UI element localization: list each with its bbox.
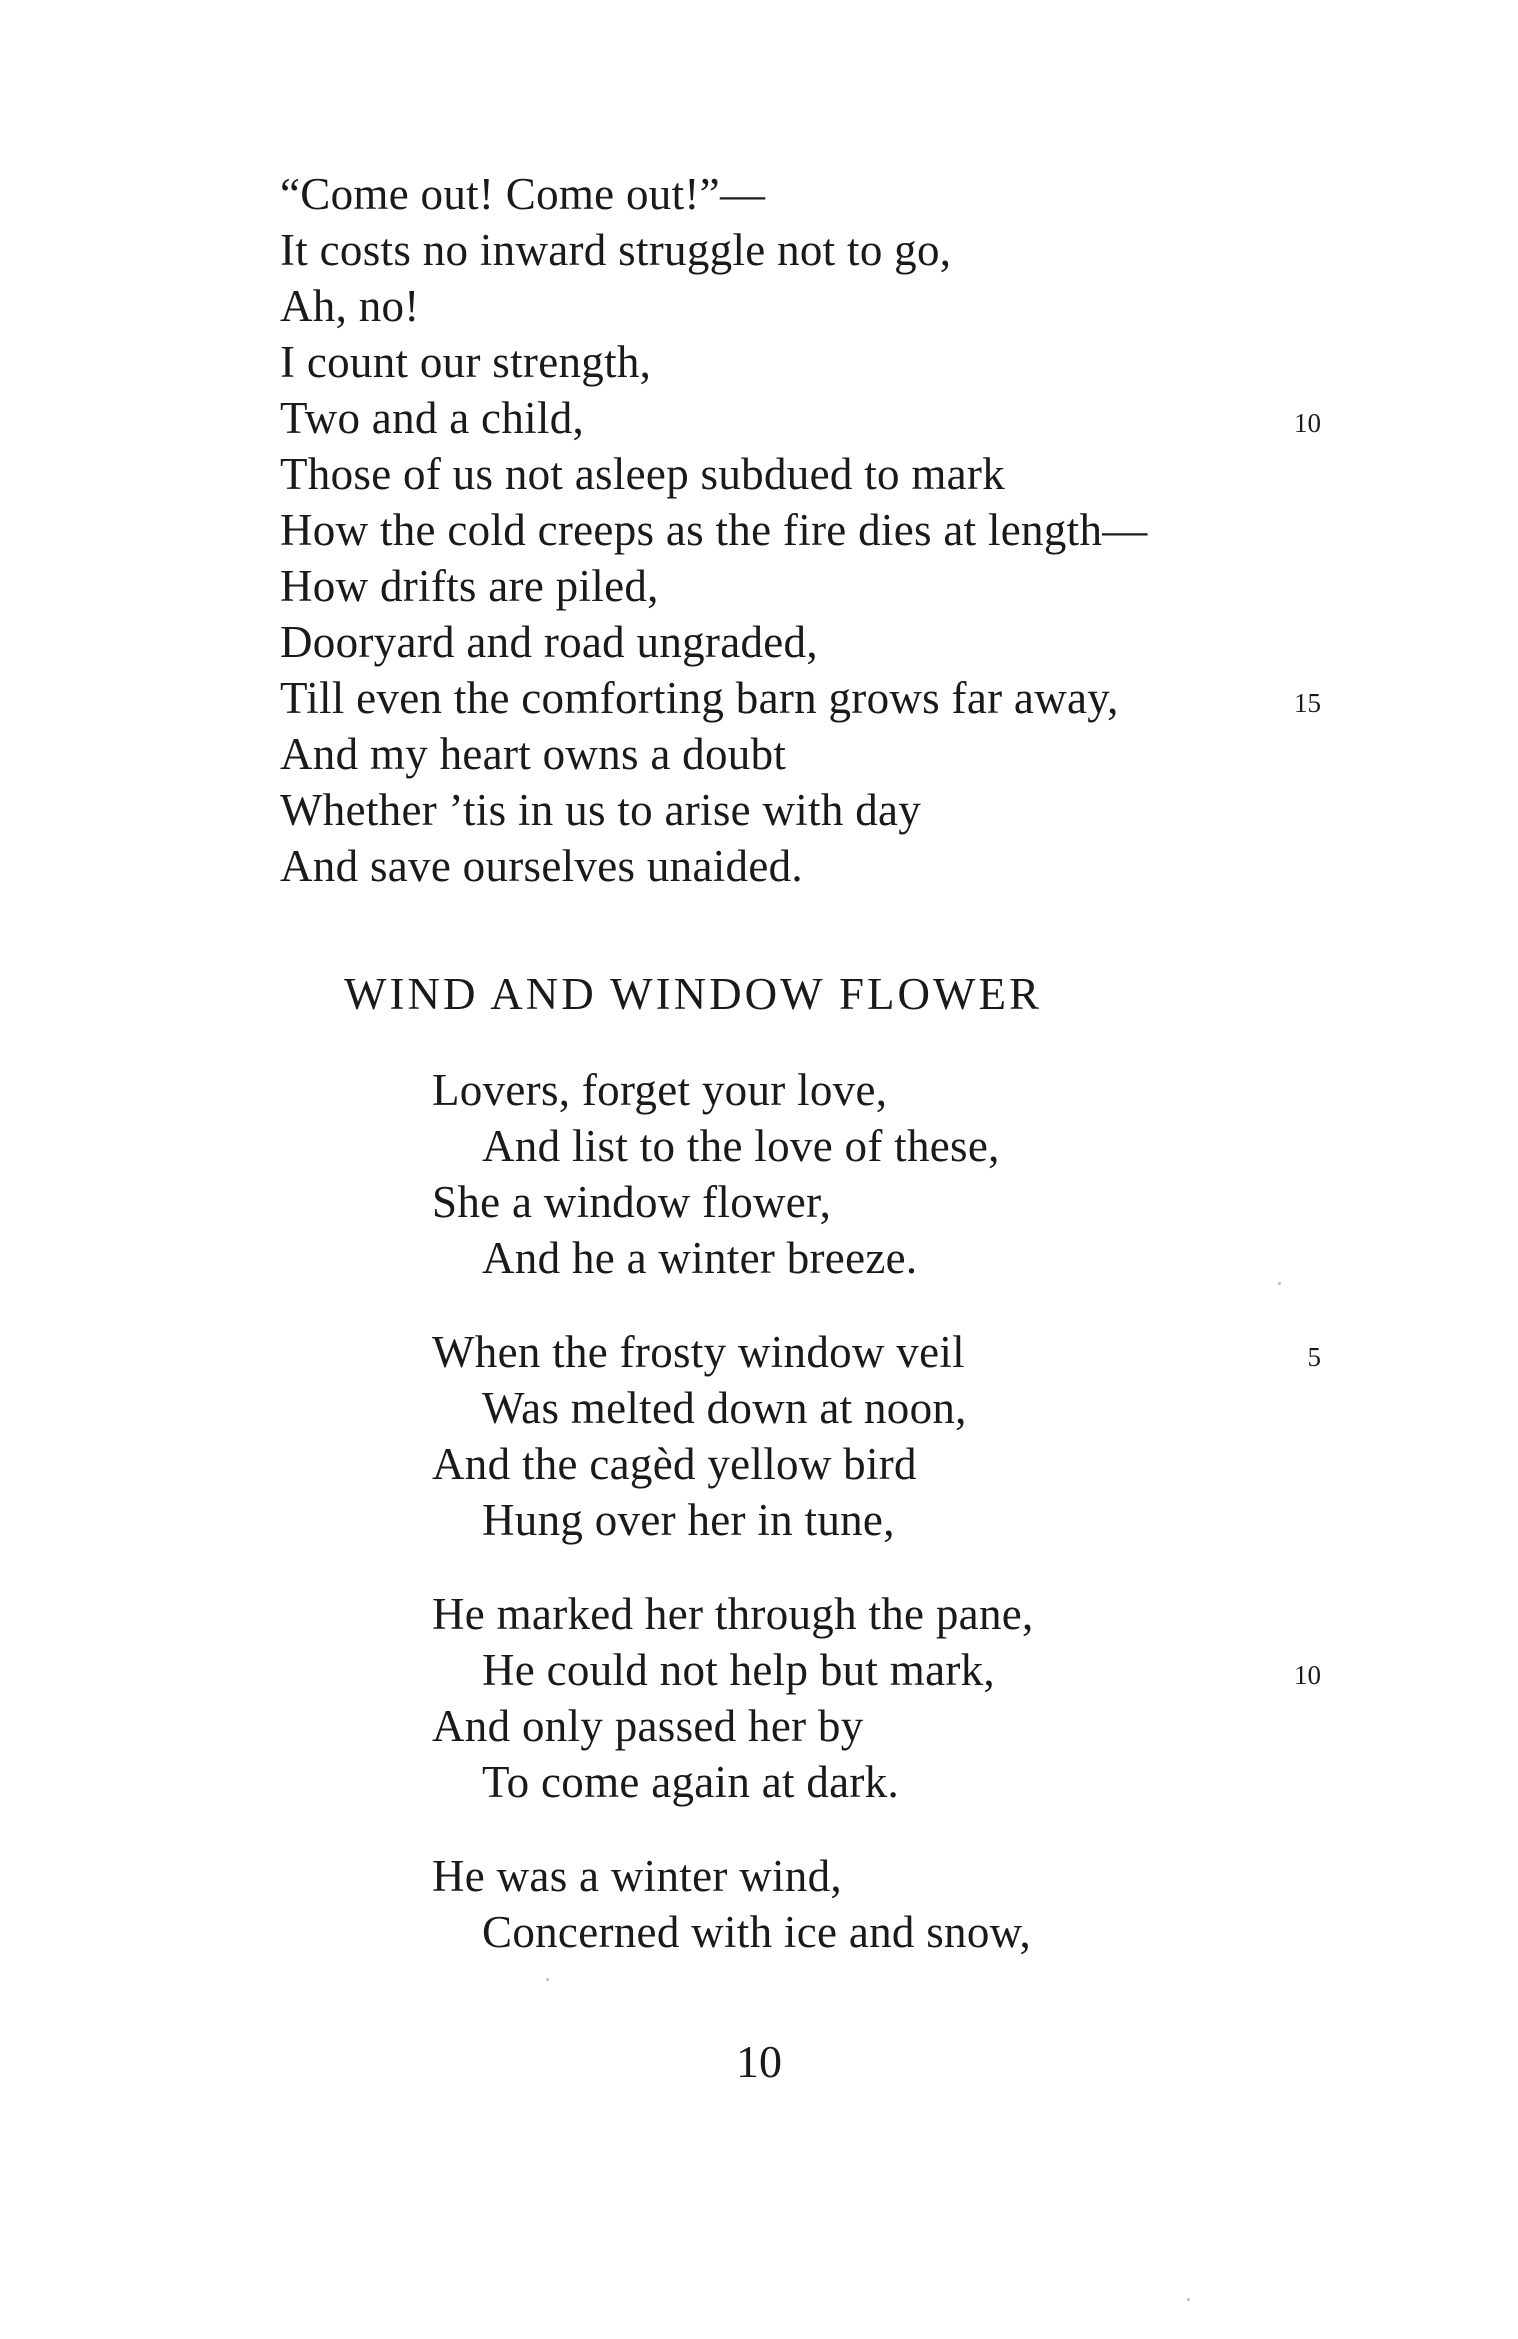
- poem-line: She a window flower,: [432, 1177, 832, 1227]
- poem-line: How drifts are piled,: [280, 561, 659, 611]
- poem-line: Whether ’tis in us to arise with day: [280, 785, 922, 835]
- poem-line: And my heart owns a doubt: [280, 729, 787, 779]
- poem-line: Was melted down at noon,: [482, 1383, 967, 1433]
- poem-line: Ah, no!: [280, 281, 420, 331]
- poem-line: Dooryard and road ungraded,: [280, 617, 818, 667]
- poem-line: And the cagèd yellow bird: [432, 1439, 917, 1489]
- poem-line: How the cold creeps as the fire dies at length—: [280, 505, 1148, 555]
- poem-line: And list to the love of these,: [482, 1121, 1000, 1171]
- line-number: 10: [1294, 1660, 1321, 1690]
- poem-line: When the frosty window veil: [432, 1327, 965, 1377]
- poem-line: It costs no inward struggle not to go,: [280, 225, 952, 275]
- poem-line: I count our strength,: [280, 337, 652, 387]
- line-number: 15: [1294, 688, 1321, 718]
- line-number: 5: [1307, 1342, 1321, 1372]
- poem-line: “Come out! Come out!”—: [280, 169, 766, 219]
- poem-line: And save ourselves unaided.: [280, 841, 803, 891]
- poem-line: And he a winter breeze.: [482, 1233, 918, 1283]
- poem-line: Those of us not asleep subdued to mark: [280, 449, 1006, 499]
- poem-line: Lovers, forget your love,: [432, 1065, 888, 1115]
- poem-line: And only passed her by: [432, 1701, 864, 1751]
- poem-line: Concerned with ice and snow,: [482, 1907, 1032, 1957]
- poem-line: He marked her through the pane,: [432, 1589, 1034, 1639]
- paper-speck: [1187, 2298, 1190, 2301]
- poem-line: He could not help but mark,: [482, 1645, 995, 1695]
- poem-line: Hung over her in tune,: [482, 1495, 895, 1545]
- page-number: 10: [736, 2036, 782, 2087]
- paper-speck: [546, 1978, 549, 1981]
- poem-line: To come again at dark.: [482, 1757, 900, 1807]
- line-number: 10: [1294, 408, 1321, 438]
- poem-line: He was a winter wind,: [432, 1851, 842, 1901]
- paper-speck: [1278, 1282, 1281, 1285]
- poem-title: WIND AND WINDOW FLOWER: [344, 969, 1042, 1019]
- poem-line: Till even the comforting barn grows far away,: [280, 673, 1119, 723]
- poem-line: Two and a child,: [280, 393, 585, 443]
